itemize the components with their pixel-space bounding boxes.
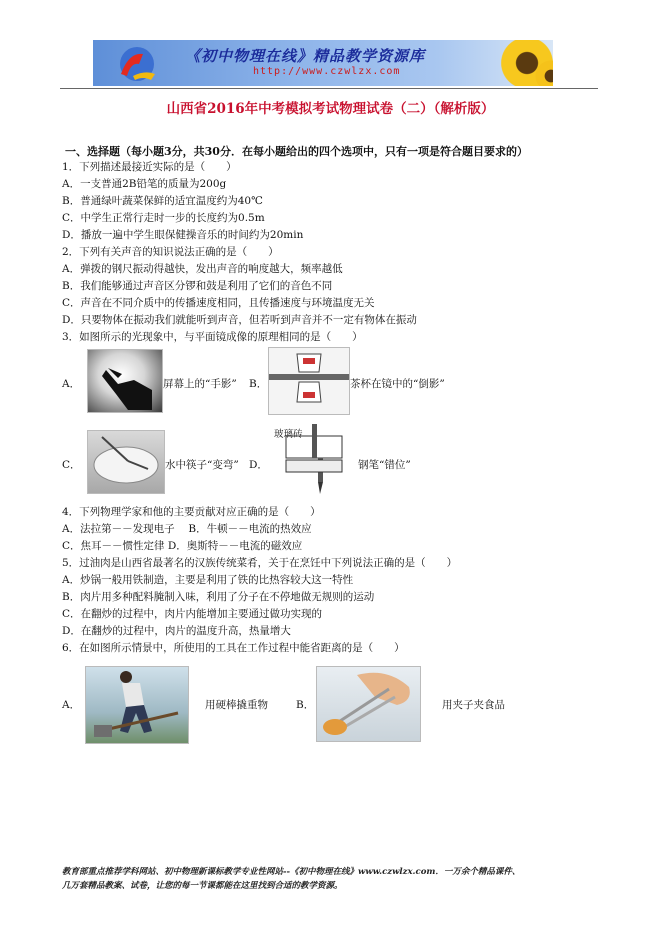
lever-crowbar-image: [85, 666, 189, 744]
hand-shadow-image: [87, 349, 163, 413]
question-line: 1．下列描述最接近实际的是（ ）: [62, 161, 237, 173]
header-divider: [60, 88, 598, 89]
question-line: A．炒锅一般用铁制造，主要是利用了铁的比热容较大这一特性: [62, 574, 354, 586]
chopsticks-water-image: [87, 430, 165, 494]
question-line: D．播放一遍中学生眼保健操音乐的时间约为20min: [62, 229, 304, 241]
question-line: A．一支普通2B铅笔的质量为200g: [62, 178, 227, 190]
pen-glass-image: [272, 424, 352, 496]
option-letter: A．: [62, 378, 81, 390]
question-line: B．普通绿叶蔬菜保鲜的适宜温度约为40℃: [62, 195, 263, 207]
footer-line: 几万套精品教案、试卷，让您的每一节课都能在这里找到合适的教学资源。: [62, 881, 343, 891]
food-tongs-image: [316, 666, 421, 742]
question-line: D．只要物体在振动我们就能听到声音，但若听到声音并不一定有物体在振动: [62, 314, 417, 326]
question-line: A．法拉第－－发现电子 B．牛顿－－电流的热效应: [62, 523, 312, 535]
question-line: 3．如图所示的光现象中，与平面镜成像的原理相同的是（ ）: [62, 331, 363, 343]
question-line: 2．下列有关声音的知识说法正确的是（ ）: [62, 246, 279, 258]
banner-url[interactable]: http://www.czwlzx.com: [253, 66, 401, 77]
tongs-icon: [317, 667, 420, 741]
teacup-icon: [269, 348, 349, 414]
header-banner: [93, 40, 553, 86]
option-text: 用硬棒撬重物: [205, 699, 268, 711]
document-title: 山西省2016年中考模拟考试物理试卷（二）（解析版）: [166, 101, 495, 117]
question-line: 5．过油肉是山西省最著名的汉族传统菜肴，关于在烹饪中下列说法正确的是（ ）: [62, 557, 458, 569]
hand-shadow-icon: [88, 350, 162, 412]
option-text: 茶杯在镜中的“倒影”: [350, 378, 445, 390]
option-letter: C．: [62, 459, 81, 471]
pen-icon: [272, 424, 352, 496]
banner-title: 《初中物理在线》精品教学资源库: [185, 47, 426, 65]
section-heading: 一、选择题（每小题3分，共30分．在每小题给出的四个选项中，只有一项是符合题目要求的）: [65, 145, 528, 158]
question-line: 6．在如图所示情景中，所使用的工具在工作过程中能省距离的是（ ）: [62, 642, 405, 654]
question-line: A．弹拨的钢尺振动得越快，发出声音的响度越大，频率越低: [62, 263, 343, 275]
question-line: C．声音在不同介质中的传播速度相同，且传播速度与环境温度无关: [62, 297, 375, 309]
glass-brick-label: 玻璃砖: [274, 429, 303, 440]
question-line: B．我们能够通过声音区分锣和鼓是利用了它们的音色不同: [62, 280, 333, 292]
question-line: B．肉片用多种配料腌制入味，利用了分子在不停地做无规则的运动: [62, 591, 375, 603]
option-text: 钢笔“错位”: [358, 459, 411, 471]
question-line: C．中学生正常行走时一步的长度约为0.5m: [62, 212, 265, 224]
option-text: 水中筷子“变弯”: [165, 459, 239, 471]
option-letter: D．: [249, 459, 268, 471]
site-logo-icon: [99, 44, 179, 84]
person-lever-icon: [86, 667, 188, 743]
option-letter: A．: [62, 699, 81, 711]
option-letter: B．: [296, 699, 315, 711]
footer-line: 教育部重点推荐学科网站、初中物理新课标教学专业性网站--《初中物理在线》www.czwlzx.com．一万余个精品课件、: [62, 867, 521, 877]
option-letter: B．: [249, 378, 268, 390]
option-text: 屏幕上的“手影”: [163, 378, 237, 390]
bowl-chopsticks-icon: [88, 431, 164, 493]
question-line: C．在翻炒的过程中，肉片内能增加主要通过做功实现的: [62, 608, 323, 620]
question-line: C．焦耳－－惯性定律 D．奥斯特－－电流的磁效应: [62, 540, 303, 552]
question-line: D．在翻炒的过程中，肉片的温度升高，热量增大: [62, 625, 291, 637]
teacup-mirror-image: [268, 347, 350, 415]
option-text: 用夹子夹食品: [442, 699, 505, 711]
question-line: 4．下列物理学家和他的主要贡献对应正确的是（ ）: [62, 506, 321, 518]
